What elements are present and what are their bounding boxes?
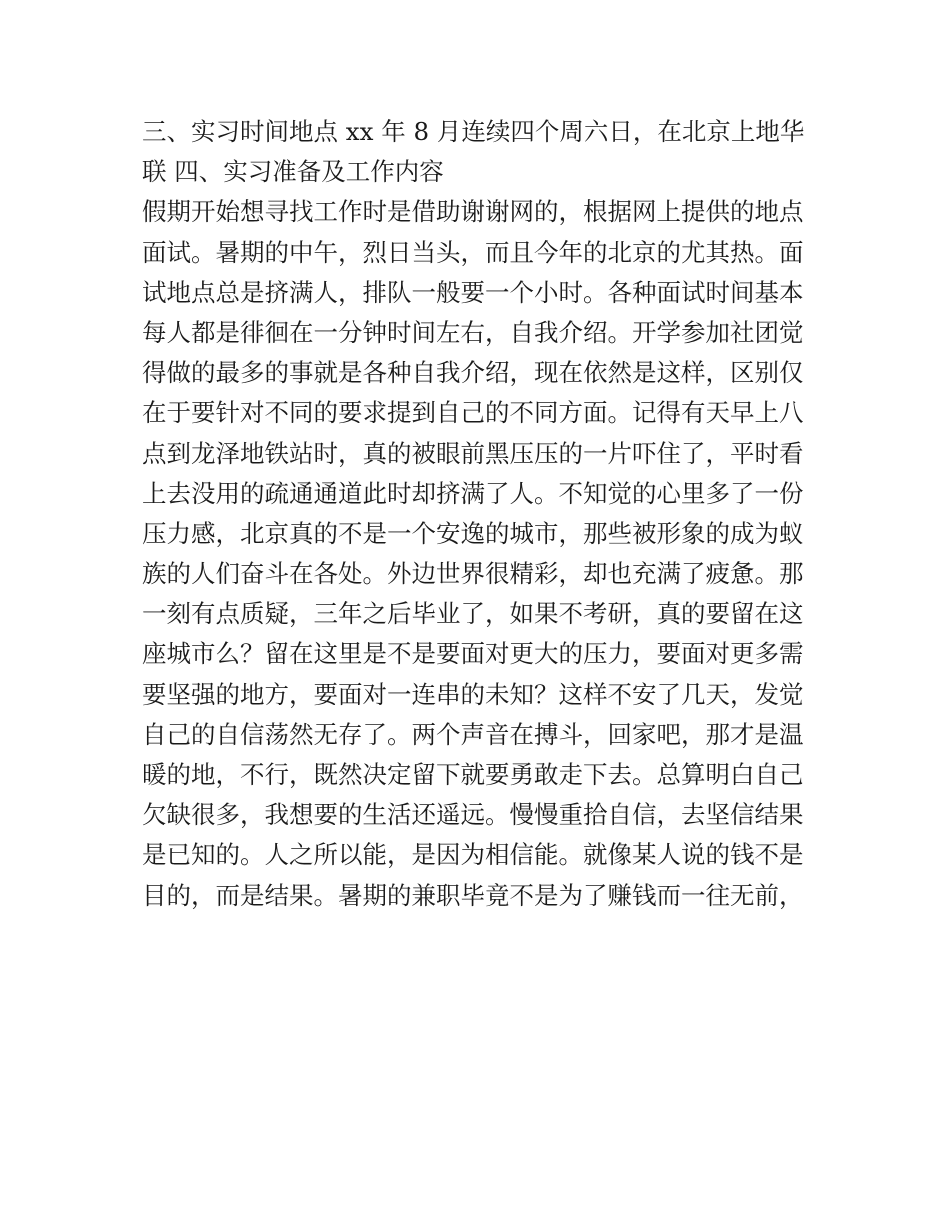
text-line: 得做的最多的事就是各种自我介绍，现在依然是这样，区别仅 [142,358,804,388]
text-line: 是已知的。人之所以能，是因为相信能。就像某人说的钱不是 [142,840,804,870]
text-line: 上去没用的疏通通道此时却挤满了人。不知觉的心里多了一份 [142,478,804,508]
text-line: 压力感，北京真的不是一个安逸的城市，那些被形象的成为蚁 [142,518,804,548]
text-line: 自己的自信荡然无存了。两个声音在搏斗，回家吧，那才是温 [142,719,804,749]
text-line: 假期开始想寻找工作时是借助谢谢网的，根据网上提供的地点 [142,197,804,227]
text-line: 点到龙泽地铁站时，真的被眼前黑压压的一片吓住了，平时看 [142,438,804,468]
text-line: 欠缺很多，我想要的生活还遥远。慢慢重拾自信，去坚信结果 [142,800,804,830]
text-line: 要坚强的地方，要面对一连串的未知？这样不安了几天，发觉 [142,679,804,709]
text-line: 联 四、实习准备及工作内容 [142,157,444,187]
text-line: 座城市么？留在这里是不是要面对更大的压力，要面对更多需 [142,639,804,669]
text-line: 暖的地，不行，既然决定留下就要勇敢走下去。总算明白自己 [142,760,804,789]
text-line: 一刻有点质疑，三年之后毕业了，如果不考研，真的要留在这 [142,599,804,629]
text-line: 每人都是徘徊在一分钟时间左右，自我介绍。开学参加社团觉 [142,317,804,347]
text-line: 在于要针对不同的要求提到自己的不同方面。记得有天早上八 [142,398,804,428]
text-line: 试地点总是挤满人，排队一般要一个小时。各种面试时间基本 [142,277,804,307]
body-text [142,112,822,916]
text-line: 面试。暑期的中午，烈日当头，而且今年的北京的尤其热。面 [142,237,804,267]
text-line: 族的人们奋斗在各处。外边世界很精彩，却也充满了疲惫。那 [142,559,804,589]
text-line: 三、实习时间地点 xx 年 8 月连续四个周六日，在北京上地华 [142,117,805,146]
text-line: 目的，而是结果。暑期的兼职毕竟不是为了赚钱而一往无前， [142,880,804,910]
